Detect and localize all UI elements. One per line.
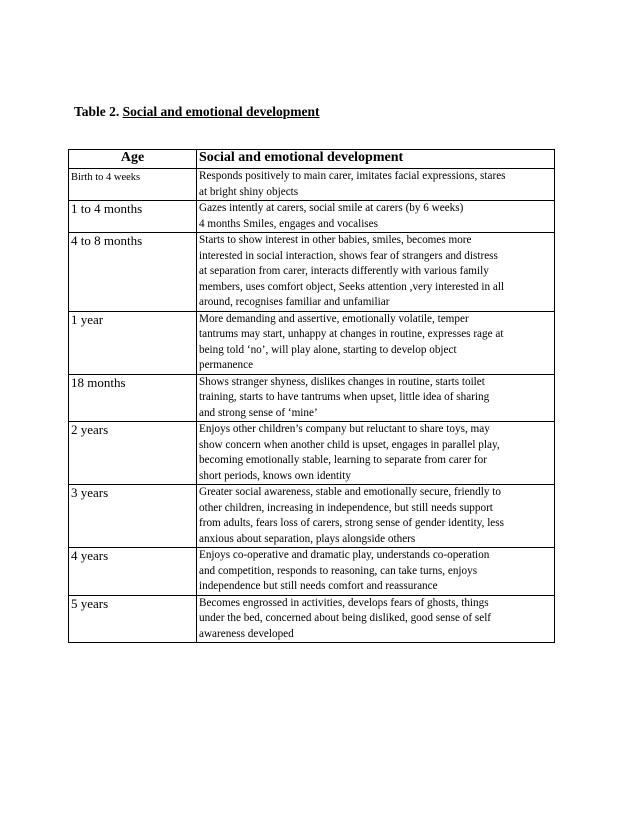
table-row — [69, 374, 555, 422]
description-line: and strong sense of ‘mine’ — [199, 406, 318, 419]
development-cell — [197, 422, 555, 485]
table-row — [69, 311, 555, 374]
table-row — [69, 201, 555, 233]
development-cell — [197, 201, 555, 233]
table-header-row — [69, 150, 555, 169]
description-line: under the bed, concerned about being disliked, good sense of self — [199, 612, 492, 624]
description-line: short periods, knows own identity — [199, 469, 351, 482]
description-line: at bright shiny objects — [199, 185, 299, 198]
description-line: around, recognises familiar and unfamiliar — [199, 296, 390, 308]
development-table — [68, 149, 555, 643]
age-cell: 2 years — [69, 422, 197, 485]
table-caption — [74, 104, 320, 120]
age-cell: 4 years — [69, 548, 197, 596]
age-cell: 5 years — [69, 595, 197, 643]
description-line: Greater social awareness, stable and emotionally secure, friendly to — [199, 486, 501, 498]
description-line: Responds positively to main carer, imitates facial expressions, stares — [199, 170, 506, 182]
development-cell — [197, 485, 555, 548]
description-line: from adults, fears loss of carers, strong sense of gender identity, less — [199, 517, 504, 529]
table-row — [69, 169, 555, 201]
description-line: members, uses comfort object, Seeks attention ,very interested in all — [199, 280, 505, 293]
development-cell — [197, 374, 555, 422]
table-row — [69, 422, 555, 485]
table-caption-label: Table 2. — [74, 104, 123, 119]
description-line: Enjoys other children’s company but reluctant to share toys, may — [199, 423, 490, 435]
age-cell: Birth to 4 weeks — [69, 169, 197, 201]
description-line: awareness developed — [199, 627, 294, 640]
development-cell — [197, 548, 555, 596]
description-line: becoming emotionally stable, learning to separate from carer for — [199, 454, 487, 466]
description-line: being told ‘no’, will play alone, starting to develop object — [199, 343, 457, 356]
description-line: training, starts to have tantrums when upset, little idea of sharing — [199, 391, 490, 403]
table-body — [69, 169, 555, 643]
description-line: and competition, responds to reasoning, can take turns, enjoys — [199, 564, 478, 577]
age-cell: 1 year — [69, 311, 197, 374]
table-row — [69, 595, 555, 643]
description-line: Shows stranger shyness, dislikes changes in routine, starts toilet — [199, 375, 485, 388]
description-line: Becomes engrossed in activities, develops fears of ghosts, things — [199, 596, 489, 609]
development-cell — [197, 233, 555, 312]
description-line: More demanding and assertive, emotionally volatile, temper — [199, 312, 469, 325]
table-header — [69, 150, 555, 169]
age-cell: 18 months — [69, 374, 197, 422]
development-cell — [197, 169, 555, 201]
table-row — [69, 485, 555, 548]
description-line: permanence — [199, 359, 254, 371]
description-line: tantrums may start, unhappy at changes in routine, expresses rage at — [199, 328, 504, 340]
description-line: anxious about separation, plays alongside others — [199, 532, 416, 545]
description-line: other children, increasing in independence, but still needs support — [199, 501, 493, 514]
development-cell — [197, 311, 555, 374]
description-line: Gazes intently at carers, social smile at carers (by 6 weeks) — [199, 202, 464, 214]
age-cell: 3 years — [69, 485, 197, 548]
column-header-age: Age — [69, 150, 197, 169]
table-caption-title: Social and emotional development — [122, 104, 320, 119]
table-row — [69, 548, 555, 596]
table-row — [69, 233, 555, 312]
description-line: Starts to show interest in other babies, smiles, becomes more — [199, 234, 472, 246]
description-line: interested in social interaction, shows fear of strangers and distress — [199, 249, 498, 262]
age-cell: 4 to 8 months — [69, 233, 197, 312]
description-line: independence but still needs comfort and reassurance — [199, 580, 438, 592]
description-line: Enjoys co-operative and dramatic play, understands co-operation — [199, 549, 490, 561]
description-line: at separation from carer, interacts differently with various family — [199, 265, 489, 277]
description-line: show concern when another child is upset, engages in parallel play, — [199, 438, 500, 451]
development-cell — [197, 595, 555, 643]
column-header-development: Social and emotional development — [197, 150, 555, 169]
age-cell: 1 to 4 months — [69, 201, 197, 233]
description-line: 4 months Smiles, engages and vocalises — [199, 217, 378, 230]
